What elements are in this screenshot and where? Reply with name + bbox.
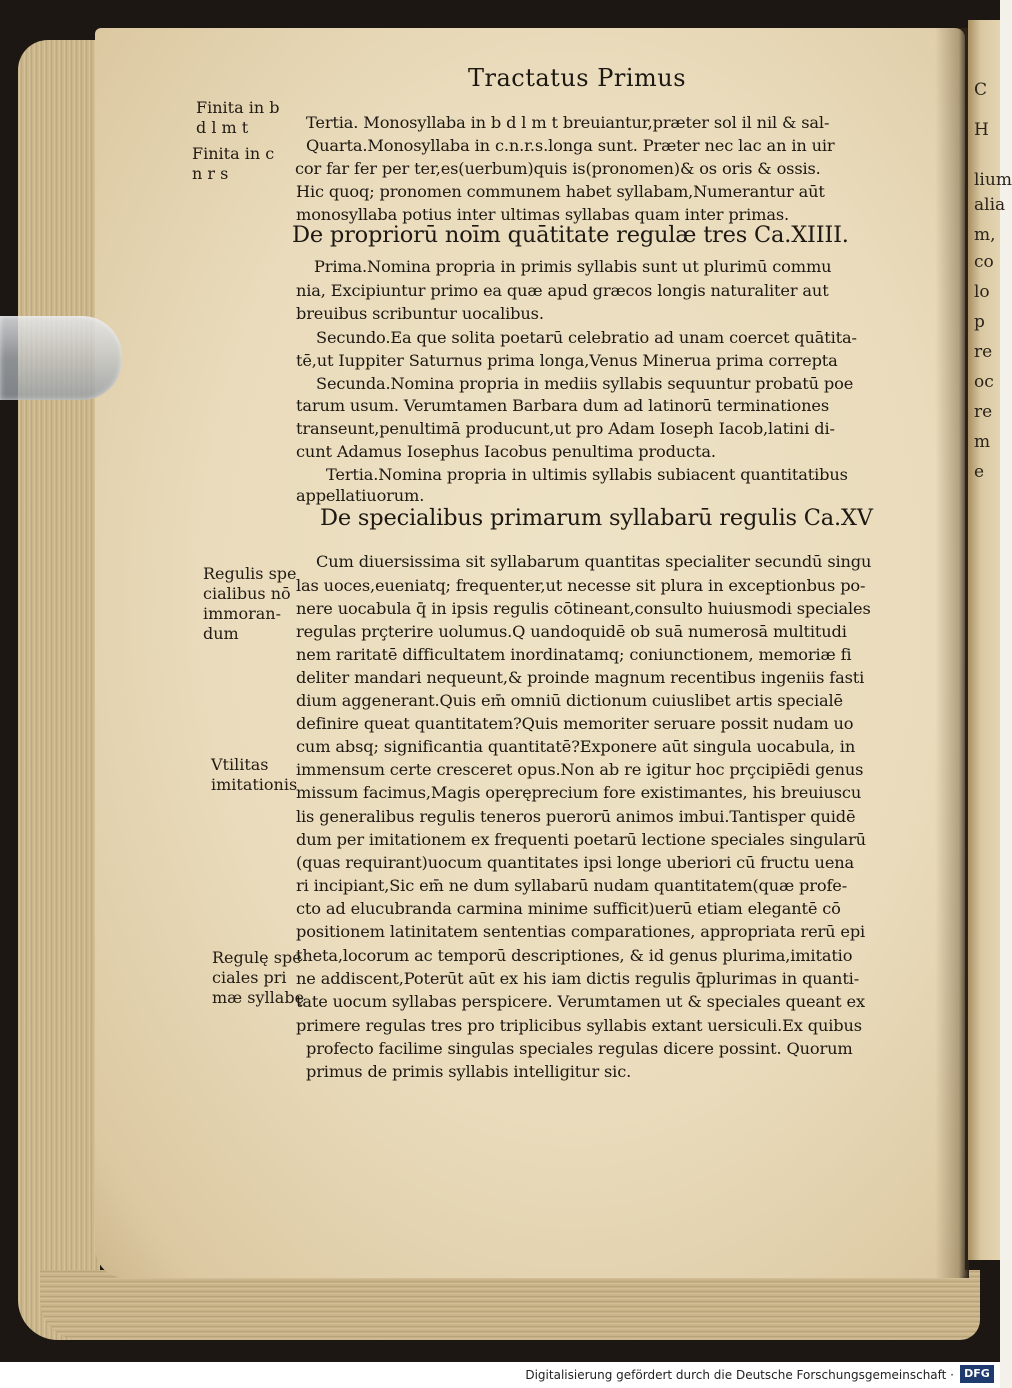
text-line: Secunda.Nomina propria in mediis syllabis sequuntur probatū poe [316,374,854,393]
margin-note-regule-speciales [212,948,304,1008]
text-line: nia, Excipiuntur primo ea quæ apud græcos longis naturaliter aut [296,281,829,300]
facing-page-fragment: e [974,462,985,482]
margin-note-line: mæ syllabę [212,988,305,1007]
text-line: cum absq; significantia quantitatē?Exponere aūt singula uocabula, in [296,737,856,756]
text-line: theta,locorum ac temporū descriptiones, & id genus plurima,imitatio [296,946,853,965]
text-line: Tertia. Monosyllaba in b d l m t breuiantur,præter sol il nil & sal- [306,113,830,132]
text-line: ri incipiant,Sic em̄ ne dum syllabarū nudam quantitatem(quæ profe- [296,876,848,895]
text-line: breuibus scribuntur uocalibus. [296,304,544,323]
text-line: primus de primis syllabis intelligitur sic. [306,1062,632,1081]
text-line: positionem latinitatem sententias comparationes, appropriata rerū epi [296,922,866,941]
text-line: deliter mandari nequeunt,& proinde magnum recentibus ingeniis fasti [296,668,865,687]
chapter-heading: De propriorū noīm quātitate regulæ tres Ca.XIIII. [292,222,849,248]
facing-page-fragment: oc [974,372,994,392]
facing-page-edge [968,20,1012,1260]
text-line: nem raritatē difficultatem inordinatamq; coniunctionem, memoriæ fi [296,645,852,664]
text-line: tate uocum syllabas perspicere. Verumtamen ut & speciales queant ex [296,992,865,1011]
text-line: ne addiscent,Poterūt aūt ex his iam dictis regulis q̄plurimas in quanti- [296,969,860,988]
text-line: cor far fer per ter,es(uerbum)quis is(pronomen)& os oris & ossis. [295,159,821,178]
margin-note-line: dum [203,624,239,643]
text-line: immensum certe cresceret opus.Non ab re igitur hoc prçcipiēdi genus [296,760,864,779]
text-line: Quarta.Monosyllaba in c.n.r.s.longa sunt. Præter nec lac an in uir [306,136,835,155]
facing-page-fragment: m [974,432,991,452]
facing-page-fragment: C [974,80,988,100]
book-gutter [935,28,969,1278]
funding-note: Digitalisierung gefördert durch die Deutsche Forschungsgemeinschaft · [525,1368,954,1382]
page-edges-left [18,40,100,1340]
text-line: transeunt,penultimā producunt,ut pro Adam Ioseph Iacob,latini di- [296,419,835,438]
text-line: (quas requirant)uocum quantitates ipsi longe uberiori cū fructu uena [296,853,855,872]
facing-page-fragment: alia [974,195,1006,215]
margin-note-regulis-speciales [203,564,297,644]
text-line: Hic quoq; pronomen communem habet syllabam,Numerantur aūt [296,182,825,201]
facing-page-fragment: lium [974,170,1012,190]
text-line: lis generalibus regulis teneros puerorū animos imbui.Tantisper quidē [296,807,856,826]
margin-note-line: Finita in b [196,98,280,117]
facing-page-fragment: H [974,120,989,140]
text-line: monosyllaba potius inter ultimas syllabas quam inter primas. [296,205,790,224]
facing-page-fragment: re [974,402,993,422]
page-clip [0,316,122,400]
margin-note-line: immoran- [203,604,281,623]
text-line: Secundo.Ea que solita poetarū celebratio ad unam coercet quātita- [316,328,857,347]
text-line: las uoces,eueniatq; frequenter,ut necesse sit plura in exceptionbus po- [296,576,866,595]
facing-page-fragment: co [974,252,994,272]
text-line: dum per imitationem ex frequenti poetarū lectione speciales singularū [296,830,866,849]
margin-note-line: cialibus nō [203,584,291,603]
margin-note-utilitas [211,755,297,795]
margin-note-finita-bdlmt [196,98,279,138]
text-line: tarum usum. Verumtamen Barbara dum ad latinorū terminationes [296,396,829,415]
text-line: nere uocabula q̄ in ipsis regulis cōtineant,consulto huiusmodi speciales [296,599,871,618]
margin-note-line: d l m t [196,118,249,137]
facing-page-fragment: m, [974,225,996,245]
facing-page-fragment: p [974,312,985,332]
margin-note-line: Regulę spe [212,948,302,967]
text-line: Prima.Nomina propria in primis syllabis sunt ut plurimū commu [314,257,832,276]
text-line: dium aggenerant.Quis em̄ omniū dictionum cuiuslibet artis specialē [296,691,843,710]
margin-note-line: imitationis [211,775,298,794]
chapter-heading: De specialibus primarum syllabarū regulis Ca.XV [320,505,873,531]
text-line: cunt Adamus Iosephus Iacobus penultima producta. [296,442,716,461]
dfg-logo-icon: DFG [960,1365,994,1383]
page-edges-bottom [40,1270,980,1340]
margin-note-line: Regulis spe [203,564,297,583]
text-line: Tertia.Nomina propria in ultimis syllabis subiacent quantitatibus [326,465,848,484]
text-line: regulas prçterire uolumus.Q uandoquidē ob suā numerosā multitudi [296,622,847,641]
margin-note-finita-cnrs [192,144,274,184]
text-line: primere regulas tres pro triplicibus syllabis extant uersiculi.Ex quibus [296,1016,862,1035]
margin-note-line: ciales pri [212,968,287,987]
text-line: appellatiuorum. [296,486,425,505]
text-line: cto ad elucubranda carmina minime sufficit)uerū etiam elegantē cō [296,899,841,918]
running-head: Tractatus Primus [468,64,687,92]
margin-note-line: Finita in c [192,144,275,163]
text-line: definire queat quantitatem?Quis memoriter seruare possit nudam uo [296,714,854,733]
facing-page-fragment: re [974,342,993,362]
text-line: tē,ut Iuppiter Saturnus prima longa,Venus Minerua prima correpta [296,351,838,370]
margin-note-line: n r s [192,164,229,183]
facing-page-fragment: lo [974,282,990,302]
text-line: missum facimus,Magis operęprecium fore existimantes, his breuiuscu [296,783,862,802]
margin-note-line: Vtilitas [211,755,269,774]
text-line: profecto facilime singulas speciales regulas dicere possint. Quorum [306,1039,853,1058]
text-line: Cum diuersissima sit syllabarum quantitas specialiter secundū singu [316,552,872,571]
